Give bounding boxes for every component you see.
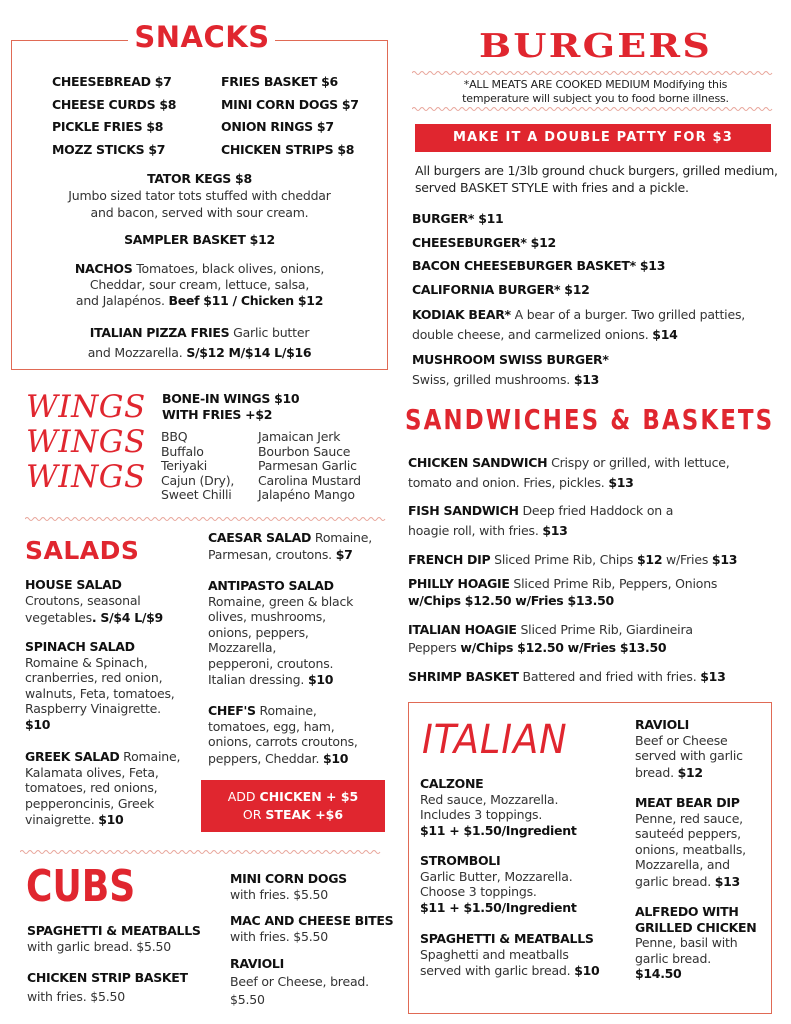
double-patty-banner: MAKE IT A DOUBLE PATTY FOR $3 xyxy=(415,124,771,152)
item-price: $13 xyxy=(573,372,600,387)
item-desc: Deep fried Haddock on a xyxy=(518,503,674,518)
item-desc: cranberries, red onion, xyxy=(25,670,163,685)
snack-item: CHICKEN STRIPS $8 xyxy=(221,141,355,157)
item-desc: and Jalapénos. xyxy=(75,293,169,308)
item-name: ANTIPASTO SALAD xyxy=(208,578,334,593)
intro-line: served BASKET STYLE with fries and a pickle. xyxy=(415,180,689,195)
item-desc: Choose 3 toppings. xyxy=(420,884,537,899)
wings-title-line: WINGS xyxy=(26,389,146,425)
wings-fries-addon: WITH FRIES +$2 xyxy=(162,407,273,422)
item-desc: tomatoes, red onions, xyxy=(25,780,158,795)
item-desc: and Mozzarella. xyxy=(87,345,187,360)
wavy-divider xyxy=(412,106,774,112)
item-desc: w/Fries xyxy=(662,552,712,567)
kodiak-bear-item xyxy=(412,304,787,344)
philly-hoagie-item xyxy=(408,574,788,609)
greek-salad-item xyxy=(25,748,200,828)
item-name: FISH SANDWICH xyxy=(408,503,519,518)
sauce-item: Bourbon Sauce xyxy=(258,443,351,459)
intro-line: All burgers are 1/3lb ground chuck burgers, grilled medium, xyxy=(415,163,778,178)
item-desc: tomatoes, egg, ham, xyxy=(208,718,335,734)
item-desc: Romaine, xyxy=(119,749,181,764)
item-price: $14.50 xyxy=(635,966,682,981)
house-salad-item xyxy=(25,577,195,626)
snacks-border-top-left xyxy=(11,40,128,41)
item-desc: Garlic butter xyxy=(229,325,310,340)
item-name: PHILLY HOAGIE xyxy=(408,576,510,591)
item-price: $11 + $1.50/Ingredient xyxy=(420,899,577,915)
sauce-item: Cajun (Dry), xyxy=(161,472,235,488)
sandwiches-title: SANDWICHES & BASKETS xyxy=(405,403,775,436)
burgers-title: BURGERS xyxy=(478,26,713,65)
item-price: $11 + $1.50/Ingredient xyxy=(420,822,577,838)
sauce-item: Jamaican Jerk xyxy=(258,429,341,444)
snack-item: CHEESEBREAD $7 xyxy=(52,74,172,89)
item-desc: $5.50 xyxy=(230,992,265,1007)
salads-title: SALADS xyxy=(25,536,140,565)
item-desc: A bear of a burger. Two grilled patties, xyxy=(510,307,746,322)
sauce-item: Teriyaki xyxy=(161,458,207,473)
burgers-notice xyxy=(400,78,791,106)
sampler-basket-item: SAMPLER BASKET $12 xyxy=(124,232,275,247)
item-price: $14 xyxy=(652,327,678,342)
item-name: CHICKEN STRIP BASKET xyxy=(27,970,188,985)
item-desc: Italian dressing. xyxy=(208,672,308,687)
item-name: ITALIAN PIZZA FRIES xyxy=(89,325,230,340)
meat-bear-dip-item xyxy=(635,795,770,889)
item-name: ITALIAN HOAGIE xyxy=(408,622,517,637)
wings-title-line: WINGS xyxy=(26,424,146,460)
chefs-salad-item xyxy=(208,702,393,766)
item-desc: served with garlic bread. xyxy=(420,963,575,978)
notice-line: temperature will subject you to food borne illness. xyxy=(462,92,729,105)
cubs-title: CUBS xyxy=(26,861,136,912)
snacks-title: SNACKS xyxy=(134,20,270,54)
item-desc: pepperoncinis, Greek xyxy=(25,795,154,811)
item-name: CAESAR SALAD xyxy=(208,530,312,545)
item-desc: double cheese, and carmelized onions. xyxy=(412,327,653,342)
wavy-divider xyxy=(412,70,774,76)
wings-header xyxy=(162,391,299,423)
item-desc: Romaine, green & black xyxy=(208,593,354,609)
item-name: RAVIOLI xyxy=(635,717,689,732)
wings-title-line: WINGS xyxy=(26,459,146,495)
item-desc: Parmesan, croutons. xyxy=(208,547,336,562)
mushroom-swiss-item xyxy=(412,350,787,389)
item-desc: garlic bread. xyxy=(635,873,715,889)
sauce-item: Sweet Chilli xyxy=(161,487,232,502)
item-name: CHICKEN SANDWICH xyxy=(408,455,548,470)
burger-item: BURGER* $11 xyxy=(412,211,504,226)
item-name: CHEF'S xyxy=(208,703,256,718)
item-desc: garlic bread. xyxy=(635,950,711,966)
fish-sandwich-item xyxy=(408,500,788,540)
wavy-divider xyxy=(20,849,382,855)
snack-item: MINI CORN DOGS $7 xyxy=(221,96,359,112)
item-price: $10 xyxy=(25,716,51,732)
item-desc: olives, mushrooms, xyxy=(208,609,326,624)
item-name: MUSHROOM SWISS BURGER* xyxy=(412,352,609,367)
snack-item: ONION RINGS $7 xyxy=(221,119,334,134)
item-name: MINI CORN DOGS xyxy=(230,871,347,886)
notice-line: *ALL MEATS ARE COOKED MEDIUM Modifying this xyxy=(463,78,728,91)
item-price: S/$12 M/$14 L/$16 xyxy=(186,345,312,360)
sauce-item: Carolina Mustard xyxy=(258,472,361,488)
item-desc: Beef or Cheese xyxy=(635,732,728,748)
item-desc: hoagie roll, with fries. xyxy=(408,523,543,538)
item-desc: Jumbo sized tator tots stuffed with cheddar xyxy=(68,188,331,203)
wavy-divider xyxy=(25,516,387,522)
sauces-right-list xyxy=(258,430,361,503)
snack-item: CHEESE CURDS $8 xyxy=(52,96,177,112)
item-price: Beef $11 / Chicken $12 xyxy=(168,293,324,308)
item-name: RAVIOLI xyxy=(230,956,284,971)
item-name: HOUSE SALAD xyxy=(25,577,122,592)
item-name: SHRIMP BASKET xyxy=(408,669,519,684)
italian-ravioli-item xyxy=(635,717,770,780)
item-desc: Crispy or grilled, with lettuce, xyxy=(547,455,730,470)
item-price: w/Chips $12.50 w/Fries $13.50 xyxy=(460,640,667,655)
item-name: CALZONE xyxy=(420,776,484,791)
item-desc: Mozzarella, xyxy=(208,640,277,655)
cubs-chicken-strip-item xyxy=(27,968,227,1006)
item-desc: Sliced Prime Rib, Chips xyxy=(490,552,638,567)
item-desc: pepperoni, croutons. xyxy=(208,655,334,671)
item-desc: Romaine, xyxy=(255,703,317,718)
item-name: SPAGHETTI & MEATBALLS xyxy=(27,923,201,938)
french-dip-item xyxy=(408,549,788,569)
item-price: $13 xyxy=(711,552,738,567)
item-desc: Battered and fried with fries. xyxy=(518,669,701,684)
item-name: SPAGHETTI & MEATBALLS xyxy=(420,931,594,946)
item-desc: with fries. $5.50 xyxy=(27,989,126,1004)
item-desc: Red sauce, Mozzarella. xyxy=(420,791,559,807)
item-desc: and bacon, served with sour cream. xyxy=(90,205,309,220)
item-price: $10 xyxy=(98,812,124,827)
shrimp-basket-item xyxy=(408,666,788,686)
burgers-intro xyxy=(415,162,785,196)
item-price: $13 xyxy=(700,669,726,684)
item-price: $7 xyxy=(335,547,353,562)
item-desc: Penne, basil with xyxy=(635,935,738,950)
tator-kegs-item xyxy=(11,170,388,221)
item-price: $13 xyxy=(608,475,634,490)
sauce-item: BBQ xyxy=(161,429,188,444)
item-desc: Kalamata olives, Feta, xyxy=(25,764,159,780)
cubs-spaghetti-item xyxy=(27,923,227,955)
item-price: w/Chips $12.50 w/Fries $13.50 xyxy=(408,593,614,608)
item-desc: vinaigrette. xyxy=(25,812,99,827)
sauce-item: Jalapéno Mango xyxy=(258,487,355,502)
burgers-list xyxy=(412,207,665,301)
snack-item: MOZZ STICKS $7 xyxy=(52,141,166,157)
item-desc: Swiss, grilled mushrooms. xyxy=(412,372,574,387)
sauce-item: Parmesan Garlic xyxy=(258,458,357,473)
wings-title xyxy=(26,390,146,495)
snack-item: PICKLE FRIES $8 xyxy=(52,119,164,134)
addon-chicken: CHICKEN + $5 xyxy=(259,789,359,804)
wings-price: BONE-IN WINGS $10 xyxy=(162,391,300,406)
cubs-corn-dogs-item xyxy=(230,871,400,903)
alfredo-item xyxy=(635,904,770,982)
nachos-item xyxy=(11,260,388,309)
item-name: ALFREDO WITH xyxy=(635,904,739,919)
item-desc: tomato and onion. Fries, pickles. xyxy=(408,475,609,490)
item-price: $10 xyxy=(323,750,349,766)
item-price: $13 xyxy=(714,873,740,889)
addon-prefix: OR xyxy=(242,807,266,822)
spinach-salad-item xyxy=(25,639,200,732)
item-desc: Sliced Prime Rib, Peppers, Onions xyxy=(509,576,718,591)
snacks-left-list xyxy=(52,71,176,161)
calzone-item xyxy=(420,776,625,838)
item-desc: Romaine, xyxy=(311,530,372,545)
item-desc: served with garlic xyxy=(635,748,743,763)
italian-hoagie-item xyxy=(408,620,788,656)
item-desc: Cheddar, sour cream, lettuce, salsa, xyxy=(89,276,310,292)
add-protein-banner xyxy=(201,780,385,832)
item-price: $10 xyxy=(307,672,334,687)
item-price: $12 xyxy=(677,764,703,780)
item-name: GREEK SALAD xyxy=(25,749,120,764)
item-price: $12 xyxy=(637,552,663,567)
stromboli-item xyxy=(420,853,625,915)
item-desc: onions, peppers, xyxy=(208,624,309,640)
italian-spaghetti-item xyxy=(420,931,635,979)
item-price: $10 xyxy=(574,963,600,978)
item-desc: Raspberry Vinaigrette. xyxy=(25,701,161,716)
item-desc: vegetables xyxy=(25,610,92,625)
item-desc: Spaghetti and meatballs xyxy=(420,946,569,962)
sauces-left-list xyxy=(161,430,234,503)
cubs-ravioli-item xyxy=(230,955,400,1009)
item-name: FRENCH DIP xyxy=(408,552,491,567)
item-desc: Beef or Cheese, bread. xyxy=(230,974,369,989)
item-desc: with fries. $5.50 xyxy=(230,929,329,944)
item-desc: Sliced Prime Rib, Giardineira xyxy=(516,622,693,637)
item-name: MAC AND CHEESE BITES xyxy=(230,913,394,928)
item-desc: with fries. $5.50 xyxy=(230,887,329,902)
item-desc: with garlic bread. $5.50 xyxy=(27,939,172,954)
item-desc: Croutons, seasonal xyxy=(25,593,141,608)
snack-item: FRIES BASKET $6 xyxy=(221,74,338,89)
item-desc: onions, meatballs, xyxy=(635,841,746,857)
item-desc: walnuts, Feta, tomatoes, xyxy=(25,685,175,701)
item-desc: Peppers xyxy=(408,640,461,655)
item-desc: Mozzarella, and xyxy=(635,857,730,872)
pizza-fries-item xyxy=(11,322,388,362)
item-desc: bread. xyxy=(635,764,678,780)
item-desc: Penne, red sauce, xyxy=(635,810,743,826)
caesar-salad-item xyxy=(208,529,388,563)
item-desc: onions, carrots croutons, xyxy=(208,734,358,749)
addon-steak: STEAK +$6 xyxy=(265,807,344,822)
burger-item: CHEESEBURGER* $12 xyxy=(412,234,556,250)
item-name: KODIAK BEAR* xyxy=(412,307,511,322)
cubs-mac-cheese-item xyxy=(230,913,400,945)
item-desc: Romaine & Spinach, xyxy=(25,654,148,670)
item-name: GRILLED CHICKEN xyxy=(635,919,757,935)
chicken-sandwich-item xyxy=(408,452,788,492)
antipasto-salad-item xyxy=(208,578,388,688)
item-name: SPINACH SALAD xyxy=(25,639,135,654)
item-price: $13 xyxy=(542,523,568,538)
italian-title: ITALIAN xyxy=(422,717,568,763)
item-name: TATOR KEGS $8 xyxy=(147,171,252,186)
item-desc: Tomatoes, black olives, onions, xyxy=(132,261,325,276)
item-name: MEAT BEAR DIP xyxy=(635,795,740,810)
snacks-right-list xyxy=(221,71,359,161)
item-desc: Garlic Butter, Mozzarella. xyxy=(420,868,573,884)
item-price: . S/$4 L/$9 xyxy=(91,610,163,625)
item-name: NACHOS xyxy=(74,261,133,276)
item-desc: Includes 3 toppings. xyxy=(420,807,543,822)
item-desc: peppers, Cheddar. xyxy=(208,750,323,766)
item-desc: sauteéd peppers, xyxy=(635,826,741,841)
burger-item: BACON CHEESEBURGER BASKET* $13 xyxy=(412,258,666,273)
burger-item: CALIFORNIA BURGER* $12 xyxy=(412,281,590,297)
sauce-item: Buffalo xyxy=(161,443,204,459)
addon-prefix: ADD xyxy=(227,789,260,804)
item-name: STROMBOLI xyxy=(420,853,501,868)
